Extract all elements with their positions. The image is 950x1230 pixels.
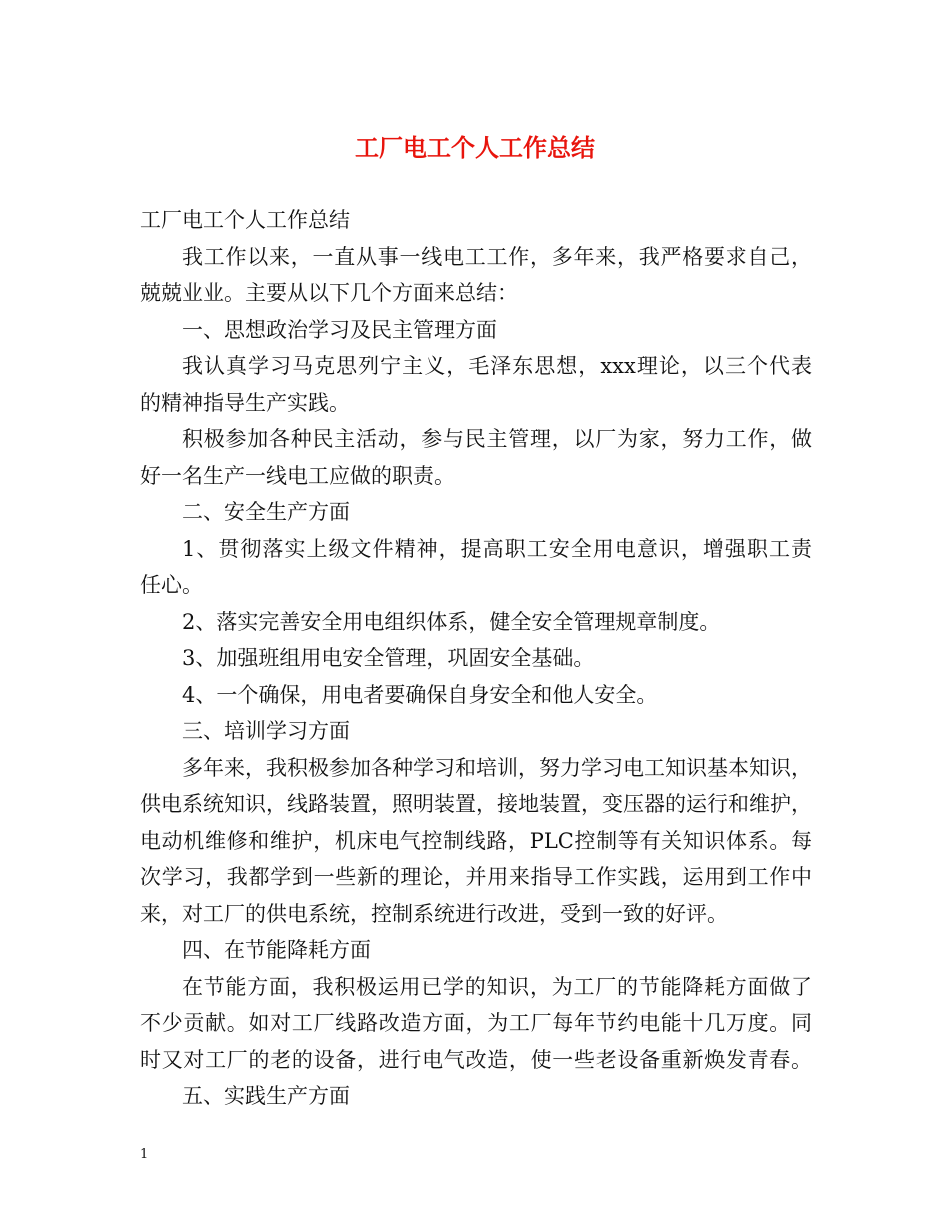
text-line: 的精神指导生产实践。 xyxy=(140,390,350,415)
text-line: 积极参加各种民主活动，参与民主管理，以厂为家，努力工作，做 xyxy=(182,427,812,451)
text-line: 我认真学习马克思列宁主义，毛泽东思想，xxx理论，以三个代表 xyxy=(182,354,812,378)
text-line: 来，对工厂的供电系统，控制系统进行改进，受到一致的好评。 xyxy=(140,901,728,926)
text-line: 三、培训学习方面 xyxy=(182,719,350,743)
text-line: 3、加强班组用电安全管理，巩固安全基础。 xyxy=(182,646,595,670)
text-line: 2、落实完善安全用电组织体系，健全安全管理规章制度。 xyxy=(182,609,721,634)
text-line: 好一名生产一线电工应做的职责。 xyxy=(140,463,455,488)
page-number: 1 xyxy=(140,1147,149,1162)
text-line: 二、安全生产方面 xyxy=(182,500,350,524)
text-line: 四、在节能降耗方面 xyxy=(182,938,371,962)
text-line: 我工作以来，一直从事一线电工工作，多年来，我严格要求自己， xyxy=(182,244,812,269)
document-body xyxy=(140,202,812,1115)
text-line: 不少贡献。如对工厂线路改造方面，为工厂每年节约电能十几万度。同 xyxy=(140,1011,812,1035)
text-line: 多年来，我积极参加各种学习和培训，努力学习电工知识基本知识， xyxy=(182,755,812,780)
text-line: 工厂电工个人工作总结 xyxy=(140,208,350,232)
text-line: 4、一个确保，用电者要确保自身安全和他人安全。 xyxy=(182,682,658,707)
text-line: 供电系统知识，线路装置，照明装置，接地装置，变压器的运行和维护， xyxy=(140,792,812,816)
document-title: 工厂电工个人工作总结 xyxy=(355,133,595,162)
text-line: 一、思想政治学习及民主管理方面 xyxy=(182,317,497,342)
text-line: 兢兢业业。主要从以下几个方面来总结： xyxy=(140,281,518,305)
text-line: 时又对工厂的老的设备，进行电气改造，使一些老设备重新焕发青春。 xyxy=(140,1047,812,1072)
text-line: 电动机维修和维护，机床电气控制线路，PLC控制等有关知识体系。每 xyxy=(140,828,812,853)
text-line: 在节能方面，我积极运用已学的知识，为工厂的节能降耗方面做了 xyxy=(182,974,812,999)
text-line: 次学习，我都学到一些新的理论，并用来指导工作实践，运用到工作中 xyxy=(140,865,812,889)
text-line: 五、实践生产方面 xyxy=(182,1084,350,1108)
text-line: 1、贯彻落实上级文件精神，提高职工安全用电意识，增强职工责 xyxy=(182,536,812,561)
text-line: 任心。 xyxy=(140,573,203,597)
